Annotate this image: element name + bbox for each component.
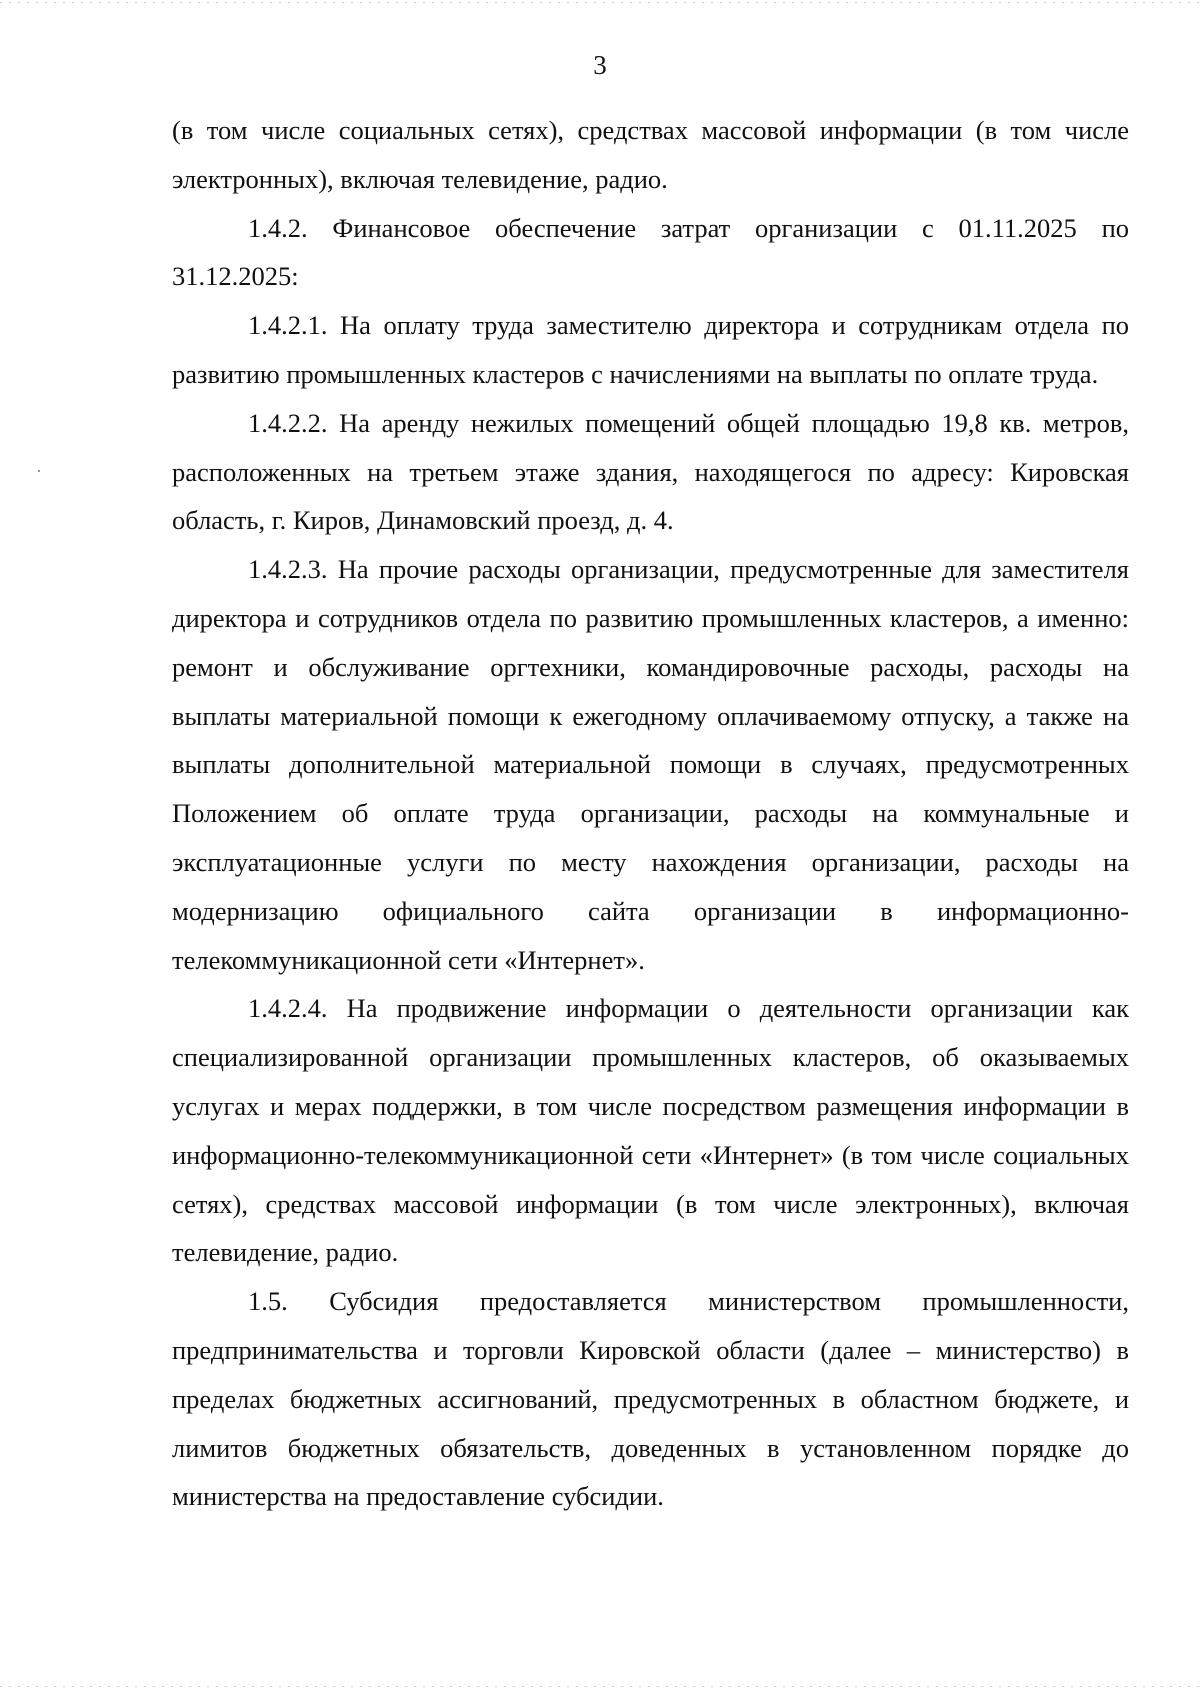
paragraph-1-5: 1.5. Субсидия предоставляется министерством промышленности, предпринимательства и торговли Кировской области (далее – министерство) в пределах бюджетных ассигнований, предусмотренных в областном бюджете, и лимитов бюджетных обязательств, доведенных в установленном порядке до министерства на предоставление субсидии.	[172, 1286, 1129, 1512]
paragraph-1-4-2-3: 1.4.2.3. На прочие расходы организации, предусмотренные для заместителя директора и сотрудников отдела по развитию промышленных кластеров, а именно: ремонт и обслуживание оргтехники, командировочные расходы, расходы на выплаты материальной помощи к ежегодному оплачиваемому отпуску, а также на выплаты дополнительной материальной помощи в случаях, предусмотренных Положением об оплате труда организации, расходы на коммунальные и эксплуатационные услуги по месту нахождения организации, расходы на модернизацию официального сайта организации в информационно-телекоммуникационной сети «Интернет».	[172, 554, 1129, 975]
page-number: 3	[593, 50, 607, 80]
scan-edge-bottom	[0, 1686, 1200, 1687]
scan-edge-top	[0, 2, 1200, 3]
paragraph-1-4-2-1: 1.4.2.1. На оплату труда заместителю директора и сотрудникам отдела по развитию промышленных кластеров с начислениями на выплаты по оплате труда.	[172, 310, 1129, 389]
paragraph-1-4-2-4: 1.4.2.4. На продвижение информации о деятельности организации как специализированной организации промышленных кластеров, об оказываемых услугах и мерах поддержки, в том числе посредством размещения информации в информационно-телекоммуникационной сети «Интернет» (в том числе социальных сетях), средствах массовой информации (в том числе электронных), включая телевидение, радио.	[172, 993, 1129, 1268]
paragraph-1-4-2: 1.4.2. Финансовое обеспечение затрат организации с 01.11.2025 по 31.12.2025:	[172, 212, 1129, 292]
paragraph-1-4-2-2: 1.4.2.2. На аренду нежилых помещений общей площадью 19,8 кв. метров, расположенных на третьем этаже здания, находящегося по адресу: Кировская область, г. Киров, Динамовский проезд, д. 4.	[172, 407, 1129, 536]
paragraph-continuation: (в том числе социальных сетях), средствах массовой информации (в том числе электронных), включая телевидение, радио.	[172, 115, 1129, 194]
document-body	[172, 106, 1129, 1521]
scan-speck	[38, 470, 40, 472]
